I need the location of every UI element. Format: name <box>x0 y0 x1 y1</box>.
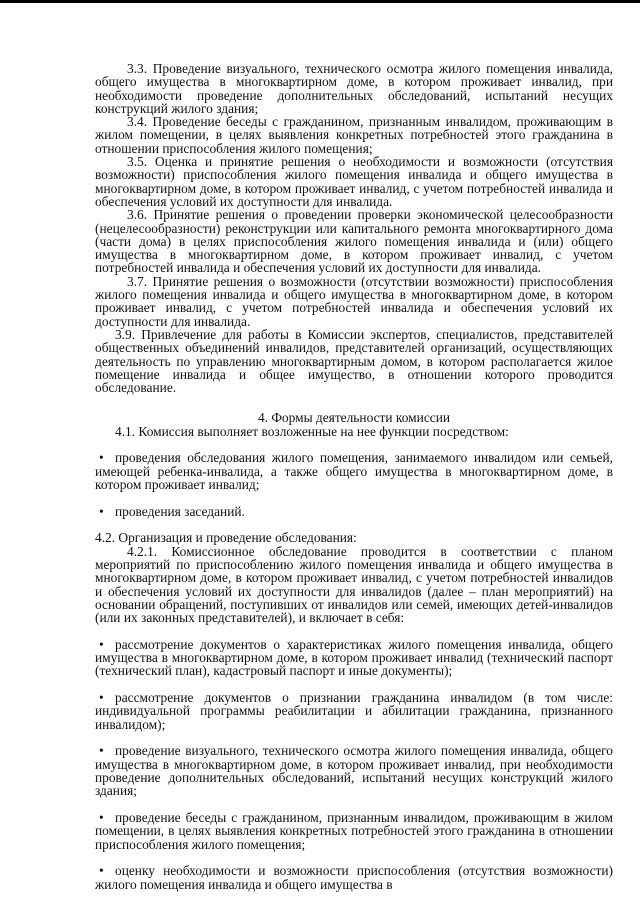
list-item-text: проведения обследования жилого помещения, занимаемого инвалидом или семьей, имеющей ребенка-инвалида, а также общего имущества в многоквартирном доме, в котором проживает инвалид; <box>95 450 613 492</box>
list-item <box>95 691 613 731</box>
list-item-text: рассмотрение документов о характеристиках жилого помещения инвалида, общего имущества в многоквартирном доме, в котором проживает инвалид (технический паспорт (технический план), кадастровый паспорт и иные документы); <box>95 636 613 679</box>
paragraph-4-2: 4.2. Организация и проведение обследования: <box>95 530 357 546</box>
paragraph-3-3: 3.3. Проведение визуального, технического осмотра жилого помещения инвалида, общего имущества в многоквартирном доме, в котором проживает инвалид, при необходимости проведение дополнительных обследований, испытаний несущих конструкций жилого здания; <box>95 61 613 116</box>
list-item <box>95 811 613 851</box>
paragraph-3-9: 3.9. Привлечение для работы в Комиссии экспертов, специалистов, представителей общественных объединений инвалидов, представителей организаций, осуществляющих деятельность по управлению многоквартирным домом, в котором располагается жилое помещение инвалида и общее имущество, в отношении которого проводится обследование. <box>95 326 613 396</box>
list-item <box>95 744 613 797</box>
bullet-icon: • <box>99 690 104 706</box>
scan-top-edge <box>0 0 640 3</box>
bullet-icon: • <box>99 636 104 652</box>
list-item-text: проведение визуального, технического осмотра жилого помещения инвалида, общего имущества в многоквартирном доме, в котором проживает инвалид, при необходимости проведение дополнительных обследований, испытаний несущих конструкций жилого здания; <box>95 743 613 799</box>
bullet-icon: • <box>99 743 104 759</box>
paragraph-3-4: 3.4. Проведение беседы с гражданином, признанным инвалидом, проживающим в жилом помещении, в целях выявления конкретных потребностей этого гражданина в отношении приспособления жилого помещения; <box>95 114 613 156</box>
list-item-text: рассмотрение документов о признании гражданина инвалидом (в том числе: индивидуальной программы реабилитации и абилитации гражданина, признанного инвалидом); <box>95 690 613 732</box>
list-item-text: оценку необходимости и возможности приспособления (отсутствия возможности) жилого помещения инвалида и общего имущества в <box>95 863 613 892</box>
bullet-icon: • <box>99 503 104 519</box>
list-item <box>95 505 613 518</box>
section-heading: 4. Формы деятельности комиссии <box>257 410 451 426</box>
list-item-text: проведения заседаний. <box>115 503 245 519</box>
paragraph-4-1: 4.1. Комиссия выполняет возложенные на нее функции посредством: <box>115 423 509 439</box>
list-item <box>95 864 613 891</box>
document-page <box>95 62 613 904</box>
list-item-text: проведение беседы с гражданином, признанным инвалидом, проживающим в жилом помещении, в целях выявления конкретных потребностей этого гражданина в отношении приспособления жилого помещения; <box>95 809 613 852</box>
bullet-icon: • <box>99 863 104 879</box>
list-item <box>95 451 613 491</box>
paragraph-3-5: 3.5. Оценка и принятие решения о необходимости и возможности (отсутствия возможности) приспособления жилого помещения инвалида и общего имущества в многоквартирном доме, в котором проживает инвалид, с учетом потребностей инвалида и обеспечения условий их доступности для инвалида. <box>95 154 613 209</box>
list-item <box>95 638 613 678</box>
paragraph-3-7: 3.7. Принятие решения о возможности (отсутствии возможности) приспособления жилого помещения инвалида и общего имущества в многоквартирном доме, в котором проживает инвалид, с учетом потребностей инвалида и обеспечения условий их доступности для инвалида. <box>95 273 613 329</box>
bullet-icon: • <box>99 450 104 466</box>
bullet-icon: • <box>99 809 104 825</box>
paragraph-4-2-1: 4.2.1. Комиссионное обследование проводится в соответствии с планом мероприятий по приспособлению жилого помещения инвалида и общего имущества в многоквартирном доме, в котором проживает инвалид, с учетом потребностей инвалидов и обеспечения условий их доступности для инвалидов (далее – план мероприятий) на основании обращений, поступивших от инвалидов или семей, имеющих детей-инвалидов (или их законных представителей), и включает в себя: <box>95 543 613 626</box>
paragraph-3-6: 3.6. Принятие решения о проведении проверки экономической целесообразности (нецелесообразности) реконструкции или капитального ремонта многоквартирного дома (части дома) в целях приспособления жилого помещения инвалида и (или) общего имущества в многоквартирном доме, в котором проживает инвалид, с учетом потребностей инвалида и обеспечения условий их доступности для инвалида. <box>95 207 613 276</box>
